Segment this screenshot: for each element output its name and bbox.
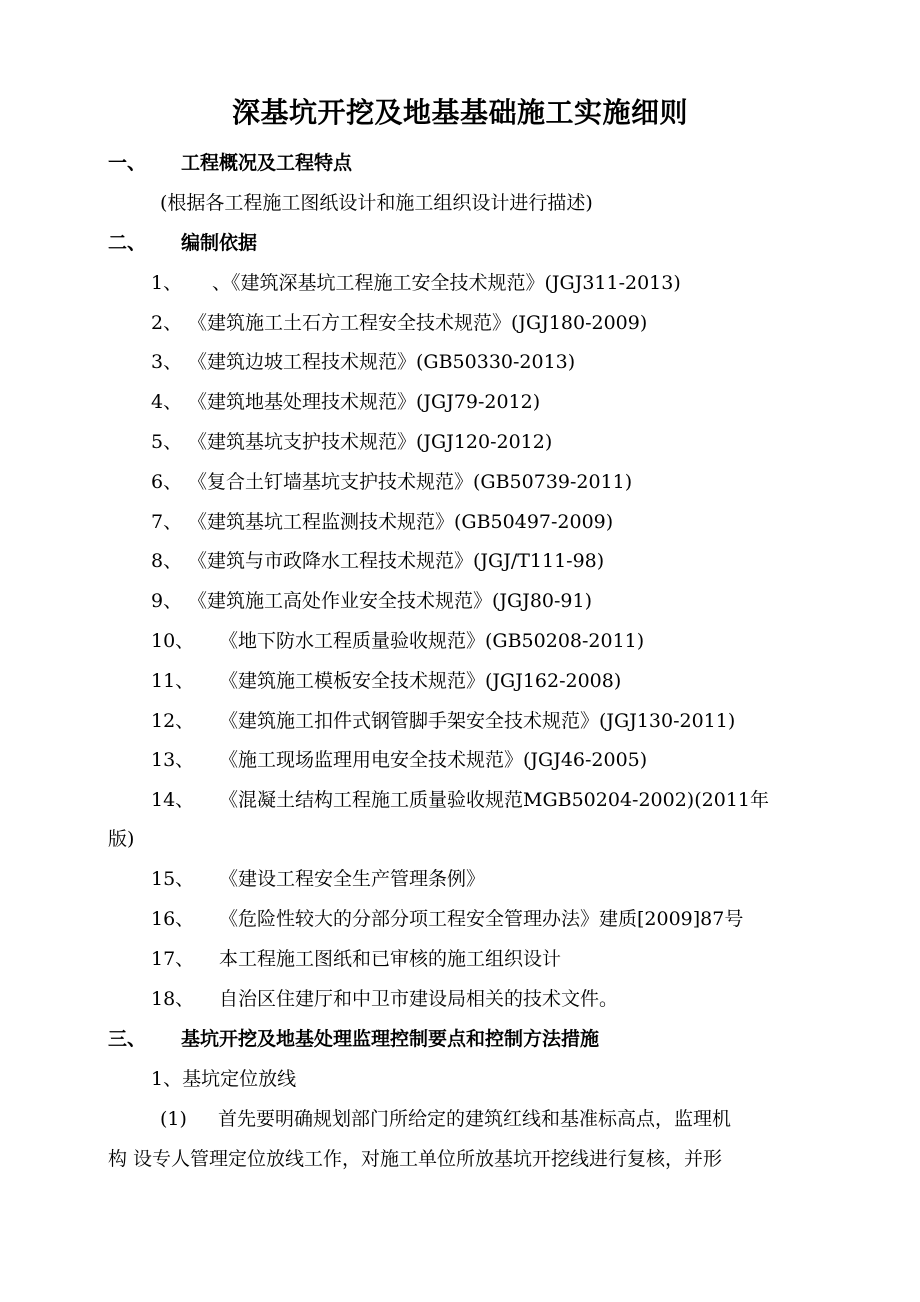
- paragraph-text: 首先要明确规划部门所给定的建筑红线和基准标高点，监理机: [218, 1108, 732, 1130]
- list-item-text: 《建设工程安全生产管理条例》: [219, 868, 486, 890]
- list-item-continuation: 版): [108, 828, 135, 850]
- list-item-number: 17、: [151, 948, 195, 970]
- list-item-number: 8、: [151, 550, 183, 572]
- list-item-text: 《建筑基坑工程监测技术规范》(GB50497-2009): [188, 511, 614, 533]
- list-item-text: 、《建筑深基坑工程施工安全技术规范》(JGJ311-2013): [212, 272, 681, 294]
- list-item-number: 3、: [151, 351, 183, 373]
- list-item-number: 18、: [151, 988, 195, 1010]
- section-3-number: 三、: [108, 1028, 147, 1050]
- list-item-number: 4、: [151, 391, 183, 413]
- section-2-title: 编制依据: [181, 232, 258, 254]
- list-item-text: 自治区住建厅和中卫市建设局相关的技术文件。: [219, 988, 619, 1010]
- list-item-number: 1、: [151, 272, 183, 294]
- list-item-text: 本工程施工图纸和已审核的施工组织设计: [219, 948, 562, 970]
- list-item-number: 5、: [151, 431, 183, 453]
- list-item-number: 13、: [151, 749, 195, 771]
- list-item-text: 《建筑施工扣件式钢管脚手架安全技术规范》(JGJ130-2011): [219, 710, 736, 732]
- document-title: 深基坑开挖及地基基础施工实施细则: [231, 96, 688, 129]
- list-item-text: 《建筑与市政降水工程技术规范》(JGJ/T111-98): [188, 550, 605, 572]
- section-2-number: 二、: [108, 232, 147, 254]
- list-item-number: 2、: [151, 312, 183, 334]
- list-item-text: 《施工现场监理用电安全技术规范》(JGJ46-2005): [219, 749, 648, 771]
- paragraph-second-line: 构 设专人管理定位放线工作，对施工单位所放基坑开挖线进行复核，并形: [108, 1148, 723, 1170]
- list-item-text: 《建筑地基处理技术规范》(JGJ79-2012): [188, 391, 541, 413]
- paragraph-marker: (1): [160, 1108, 187, 1130]
- list-item-number: 7、: [151, 511, 183, 533]
- list-item-text: 《复合土钉墙基坑支护技术规范》(GB50739-2011): [188, 471, 633, 493]
- list-item-number: 9、: [151, 590, 183, 612]
- list-item-number: 11、: [151, 670, 195, 692]
- list-item-text: 《建筑施工高处作业安全技术规范》(JGJ80-91): [188, 590, 593, 612]
- list-item-text: 《建筑边坡工程技术规范》(GB50330-2013): [188, 351, 576, 373]
- section-1-title: 工程概况及工程特点: [181, 152, 353, 174]
- section-3-title: 基坑开挖及地基处理监理控制要点和控制方法措施: [181, 1028, 600, 1050]
- list-item-number: 16、: [151, 908, 195, 930]
- list-item-text: 《建筑施工土石方工程安全技术规范》(JGJ180-2009): [188, 312, 648, 334]
- list-item-text: 《地下防水工程质量验收规范》(GB50208-2011): [219, 630, 645, 652]
- list-item-text: 《建筑基坑支护技术规范》(JGJ120-2012): [188, 431, 553, 453]
- list-item-text: 《危险性较大的分部分项工程安全管理办法》建质[2009]87号: [219, 908, 744, 930]
- list-item-text: 《建筑施工模板安全技术规范》(JGJ162-2008): [219, 670, 622, 692]
- subsection-heading: 1、基坑定位放线: [151, 1068, 297, 1090]
- list-item-number: 12、: [151, 710, 195, 732]
- list-item-number: 14、: [151, 789, 195, 811]
- list-item-text: 《混凝土结构工程施工质量验收规范MGB50204-2002)(2011年: [219, 789, 769, 811]
- list-item-number: 15、: [151, 868, 195, 890]
- list-item-number: 10、: [151, 630, 195, 652]
- list-item-number: 6、: [151, 471, 183, 493]
- section-1-note: (根据各工程施工图纸设计和施工组织设计进行描述): [160, 192, 593, 214]
- section-1-number: 一、: [108, 152, 147, 174]
